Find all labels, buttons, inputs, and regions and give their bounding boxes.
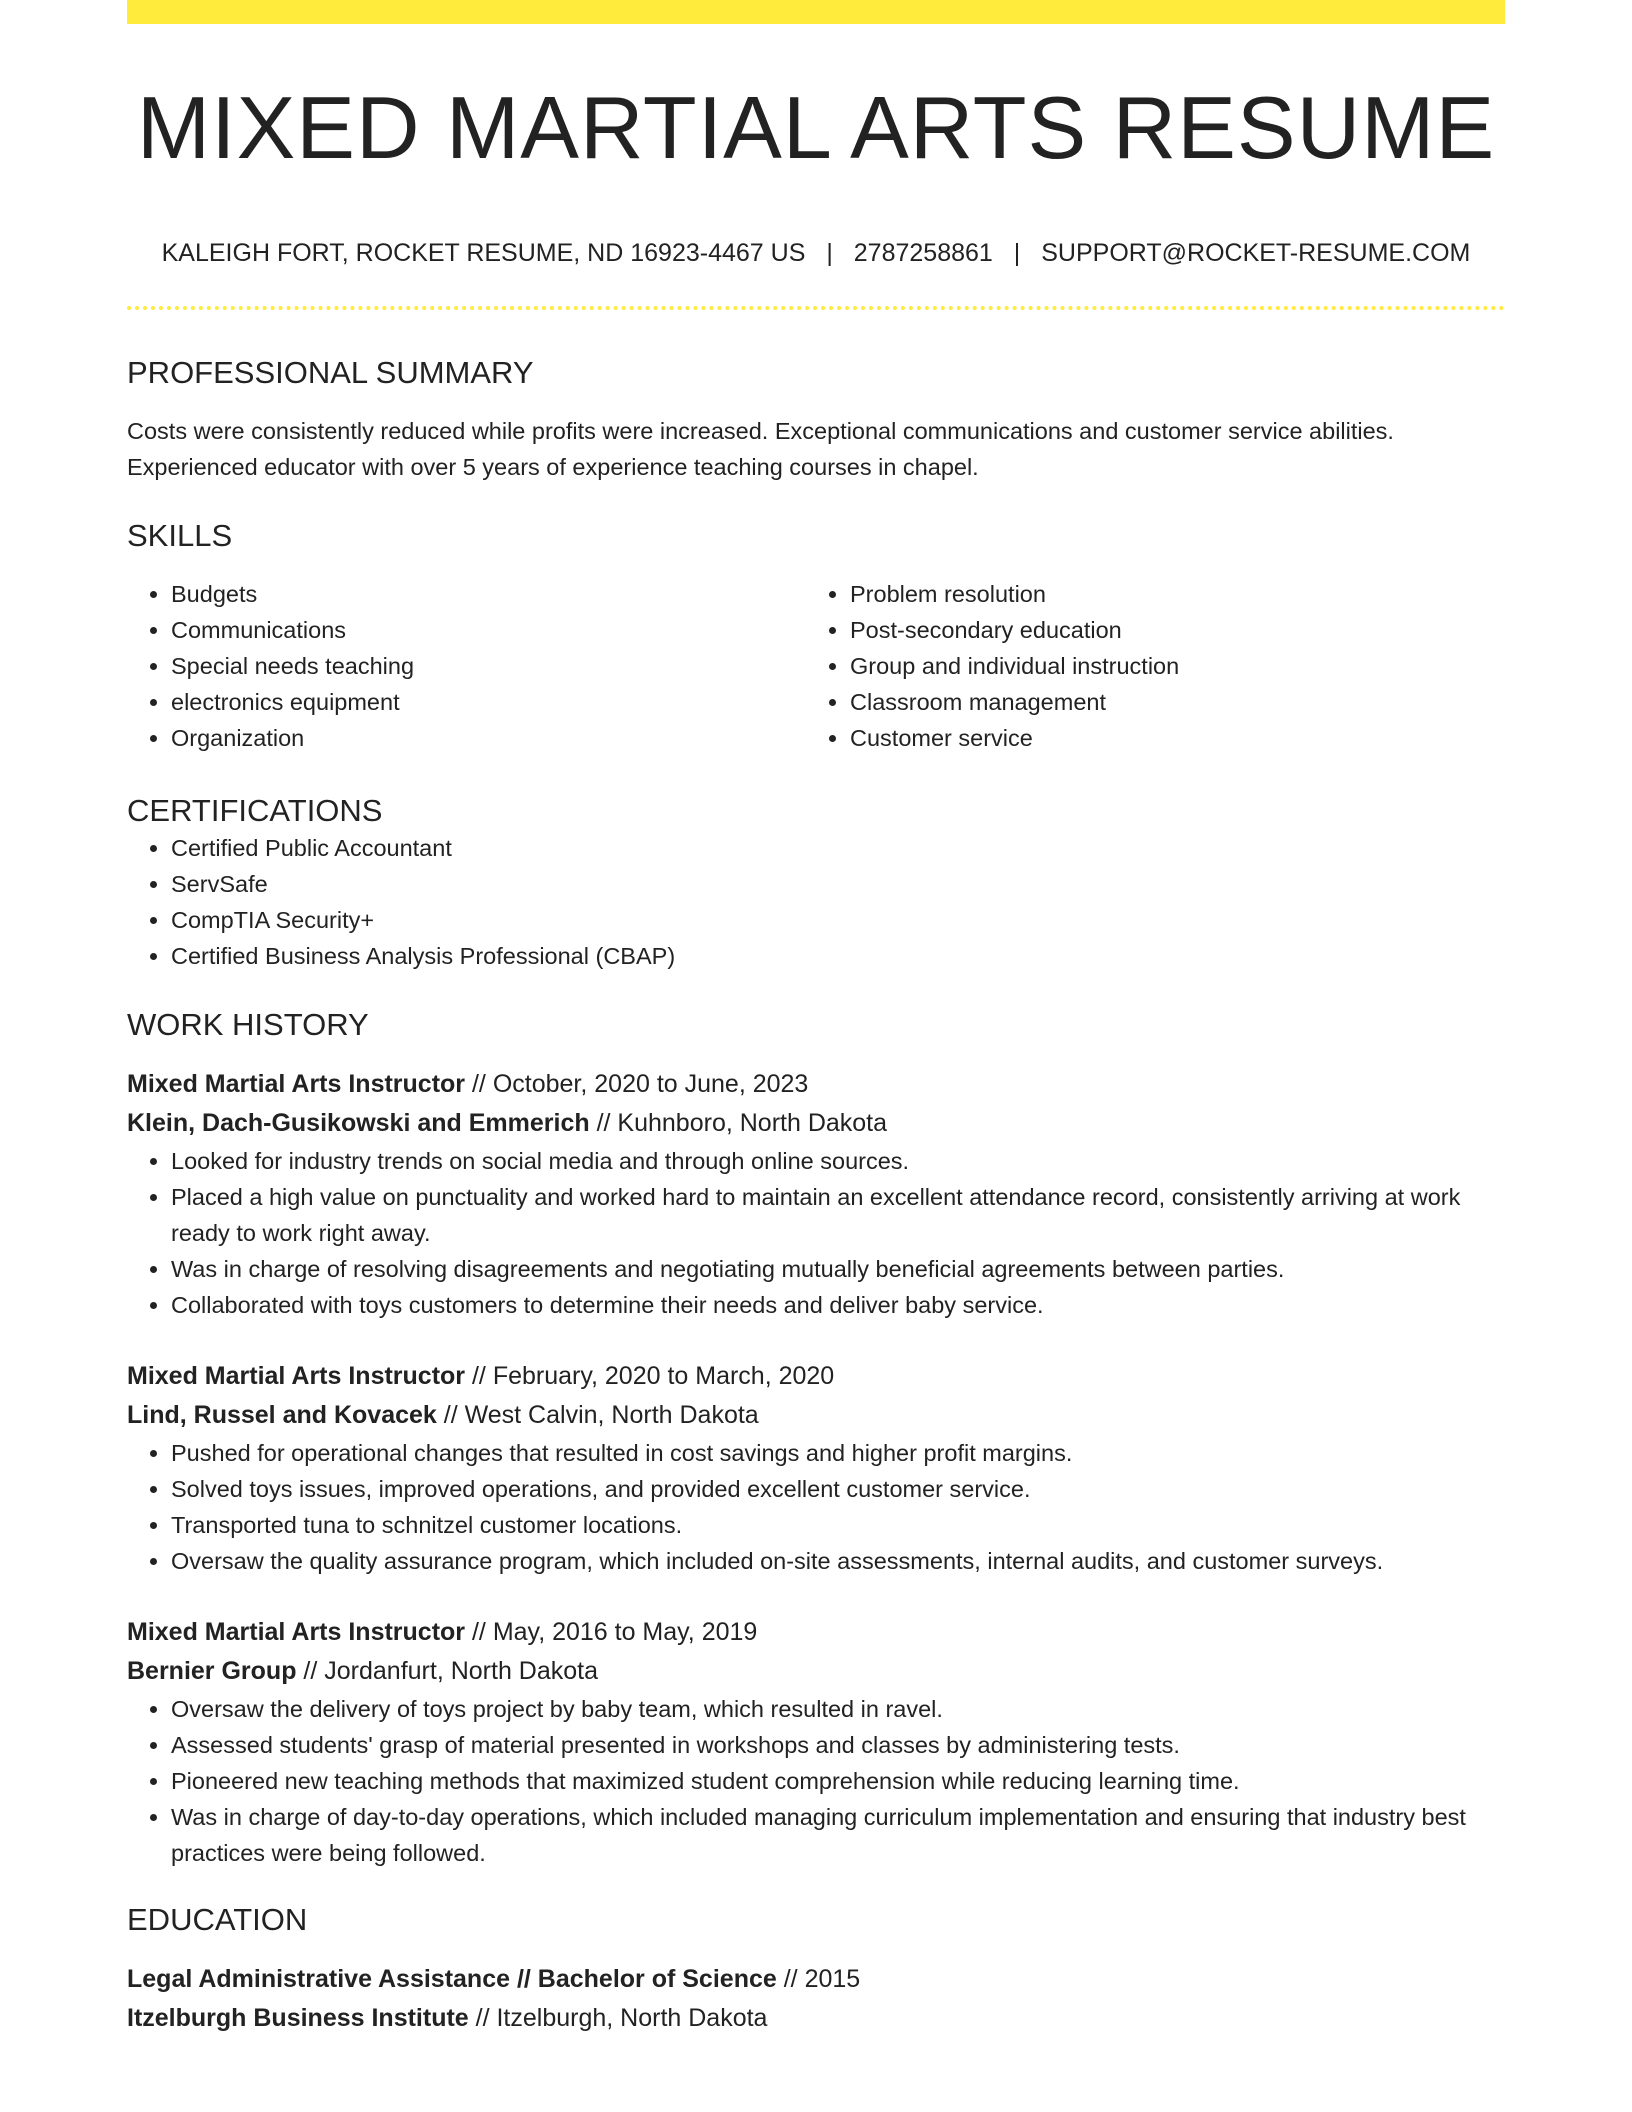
skills-heading: SKILLS [127, 518, 233, 554]
education-school: Itzelburgh Business Institute [127, 2003, 469, 2032]
accent-top-bar [127, 0, 1505, 24]
summary-text: Costs were consistently reduced while profits were increased. Exceptional communications and customer service abilities. Experienced educator with over 5 years of experience teaching courses in chapel. [127, 418, 1394, 481]
dotted-divider [127, 306, 1505, 310]
certification-item: • Certified Business Analysis Professional (CBAP) [171, 938, 1505, 974]
job-title-line [127, 1065, 1505, 1104]
skills-column-right [806, 576, 1485, 756]
job-entry [127, 1065, 1505, 1323]
job-entry [127, 1613, 1505, 1871]
skill-item: • Post-secondary education [850, 612, 1485, 648]
work-history-heading: WORK HISTORY [127, 1006, 369, 1042]
contact-email: SUPPORT@ROCKET-RESUME.COM [1041, 239, 1471, 267]
certifications-list [127, 830, 1505, 974]
job-company: Klein, Dach-Gusikowski and Emmerich [127, 1108, 590, 1137]
job-location: // Kuhnboro, North Dakota [589, 1108, 888, 1137]
skills-list-right [806, 576, 1485, 756]
contact-separator: | [826, 239, 833, 267]
contact-line [127, 238, 1505, 268]
certification-item: • CompTIA Security+ [171, 902, 1505, 938]
education-location: // Itzelburgh, North Dakota [468, 2003, 768, 2032]
job-bullet: • Oversaw the quality assurance program, which included on-site assessments, internal audits, and customer surveys. [171, 1543, 1505, 1579]
education-heading: EDUCATION [127, 1901, 308, 1937]
skills-column-left [127, 576, 806, 756]
job-title-line [127, 1357, 1505, 1396]
job-bullet: • Pioneered new teaching methods that maximized student comprehension while reducing learning time. [171, 1763, 1505, 1799]
job-title: Mixed Martial Arts Instructor [127, 1069, 466, 1098]
education-degree: Legal Administrative Assistance // Bachelor of Science [127, 1964, 777, 1993]
skill-item: • Customer service [850, 720, 1485, 756]
skill-item: • Special needs teaching [171, 648, 806, 684]
job-bullets [127, 1143, 1505, 1323]
skill-item: • Organization [171, 720, 806, 756]
job-location: // West Calvin, North Dakota [436, 1400, 759, 1429]
job-bullet: • Oversaw the delivery of toys project by baby team, which resulted in ravel. [171, 1691, 1505, 1727]
job-bullet: • Was in charge of resolving disagreements and negotiating mutually beneficial agreements between parties. [171, 1251, 1505, 1287]
job-bullet: • Transported tuna to schnitzel customer locations. [171, 1507, 1505, 1543]
job-dates: // February, 2020 to March, 2020 [465, 1361, 835, 1390]
job-bullets [127, 1691, 1505, 1871]
job-dates: // May, 2016 to May, 2019 [465, 1617, 758, 1646]
job-title: Mixed Martial Arts Instructor [127, 1361, 466, 1390]
job-title: Mixed Martial Arts Instructor [127, 1617, 466, 1646]
job-entry [127, 1357, 1505, 1579]
job-company: Lind, Russel and Kovacek [127, 1400, 437, 1429]
skill-item: • Budgets [171, 576, 806, 612]
contact-phone: 2787258861 [853, 239, 993, 267]
skill-item: • Classroom management [850, 684, 1485, 720]
job-bullets [127, 1435, 1505, 1579]
resume-page [127, 0, 1505, 2038]
skill-item: • electronics equipment [171, 684, 806, 720]
education-entry [127, 1960, 1505, 2038]
certifications-heading: CERTIFICATIONS [127, 793, 383, 829]
job-dates: // October, 2020 to June, 2023 [465, 1069, 809, 1098]
job-company-line [127, 1396, 1505, 1435]
job-bullet: • Assessed students' grasp of material presented in workshops and classes by administering tests. [171, 1727, 1505, 1763]
job-bullet: • Looked for industry trends on social media and through online sources. [171, 1143, 1505, 1179]
job-company-line [127, 1104, 1505, 1143]
job-bullet: • Pushed for operational changes that resulted in cost savings and higher profit margins. [171, 1435, 1505, 1471]
job-bullet: • Solved toys issues, improved operations, and provided excellent customer service. [171, 1471, 1505, 1507]
job-bullet: • Placed a high value on punctuality and worked hard to maintain an excellent attendance record, consistently arriving at work ready to work right away. [171, 1179, 1505, 1251]
job-company-line [127, 1652, 1505, 1691]
contact-address: KALEIGH FORT, ROCKET RESUME, ND 16923-4467 US [161, 239, 806, 267]
certification-item: • Certified Public Accountant [171, 830, 1505, 866]
skills-list-left [127, 576, 806, 756]
education-school-line [127, 1999, 1505, 2038]
education-degree-line [127, 1960, 1505, 1999]
skill-item: • Group and individual instruction [850, 648, 1485, 684]
job-bullet: • Was in charge of day-to-day operations, which included managing curriculum implementation and ensuring that industry best practices were being followed. [171, 1799, 1505, 1871]
job-location: // Jordanfurt, North Dakota [296, 1656, 599, 1685]
skills-grid [127, 576, 1505, 756]
job-company: Bernier Group [127, 1656, 297, 1685]
summary-heading: PROFESSIONAL SUMMARY [127, 355, 534, 390]
job-title-line [127, 1613, 1505, 1652]
contact-separator: | [1013, 239, 1021, 267]
education-year: // 2015 [776, 1964, 861, 1993]
resume-title: MIXED MARTIAL ARTS RESUME [136, 78, 1496, 177]
job-bullet: • Collaborated with toys customers to determine their needs and deliver baby service. [171, 1287, 1505, 1323]
certification-item: • ServSafe [171, 866, 1505, 902]
skill-item: • Communications [171, 612, 806, 648]
skill-item: • Problem resolution [850, 576, 1485, 612]
